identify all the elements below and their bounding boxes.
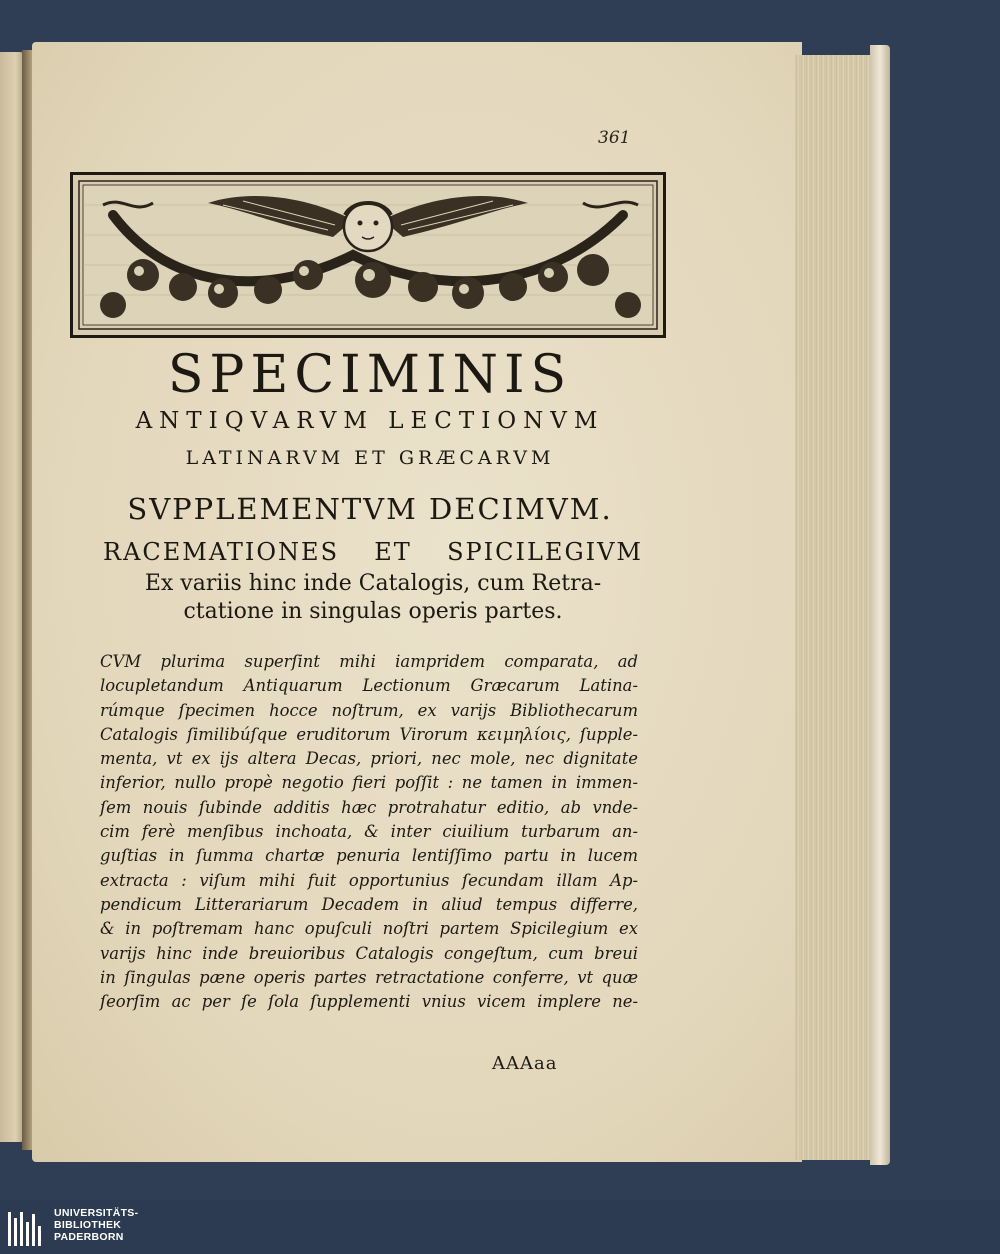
body-line: inferior, nullo propè negotio fieri poſſit : ne tamen in immen- [100,773,638,793]
library-name [54,1207,138,1243]
title-svpplementvm: SVPPLEMENTVM DECIMVM. [127,492,613,526]
title-antiqvarvm: ANTIQVARVM LECTIONVM [135,408,605,434]
title-latinarvm: LATINARVM ET GRÆCARVM [185,447,555,469]
subtitle-racemationes: RACEMATIONES ET SPICILEGIVM [103,538,643,566]
title-speciminis: SPECIMINIS [167,345,573,405]
body-line: guſtias in ſumma chartæ penuria lentiſſimo partu in lucem [100,846,638,866]
library-name-line-3: PADERBORN [54,1231,124,1243]
body-line: pendicum Litterariarum Decadem in aliud tempus differre, [100,894,638,914]
body-line: ſem nouis ſubinde additis hæc protrahatur editio, ab vnde- [100,797,638,817]
library-name-line-1: UNIVERSITÄTS- [54,1207,139,1219]
body-line: rúmque ſpecimen hocce noſtrum, ex varijs Bibliothecarum [100,700,638,720]
library-name-line-2: BIBLIOTHEK [54,1219,122,1231]
body-line: in ſingulas pæne operis partes retractatione conferre, vt quæ [100,967,638,987]
subtitle-line-2: ctatione in singulas operis partes. [183,599,563,624]
library-footer [0,1200,1000,1254]
body-line: varijs hinc inde breuioribus Catalogis congeſtum, cum breui [100,943,638,963]
body-paragraph [100,650,638,1014]
body-line: menta, vt ex ijs altera Decas, priori, nec mole, nec dignitate [100,749,638,769]
subtitle-description [103,570,643,626]
body-line: & in poſtremam hanc opuſculi noſtri partem Spicilegium ex [100,919,638,939]
body-line: ſeorſim ac per ſe ſola ſupplementi vnius vicem implere ne- [100,992,638,1012]
subtitle-line-1: Ex variis hinc inde Catalogis, cum Retra- [144,571,602,596]
body-line: cim ferè menſibus inchoata, & inter ciuilium turbarum an- [100,822,638,842]
catchword-signature: AAAaa [492,1053,558,1074]
woodcut-headpiece [70,172,666,338]
body-line: extracta : viſum mihi fuit opportunius ſecundam illam Ap- [100,870,638,890]
body-line: CVM plurima superſint mihi iampridem comparata, ad [100,652,638,671]
body-line: locupletandum Antiquarum Lectionum Græcarum Latina- [100,676,638,696]
book-cover-edge [870,45,890,1165]
cherub-garland-ornament [73,175,663,335]
library-logo-icon [6,1208,46,1248]
page-number: 361 [598,128,631,148]
body-line: Catalogis ſimilibúſque eruditorum Virorum κειμηλίοις, ſupple- [100,724,638,744]
